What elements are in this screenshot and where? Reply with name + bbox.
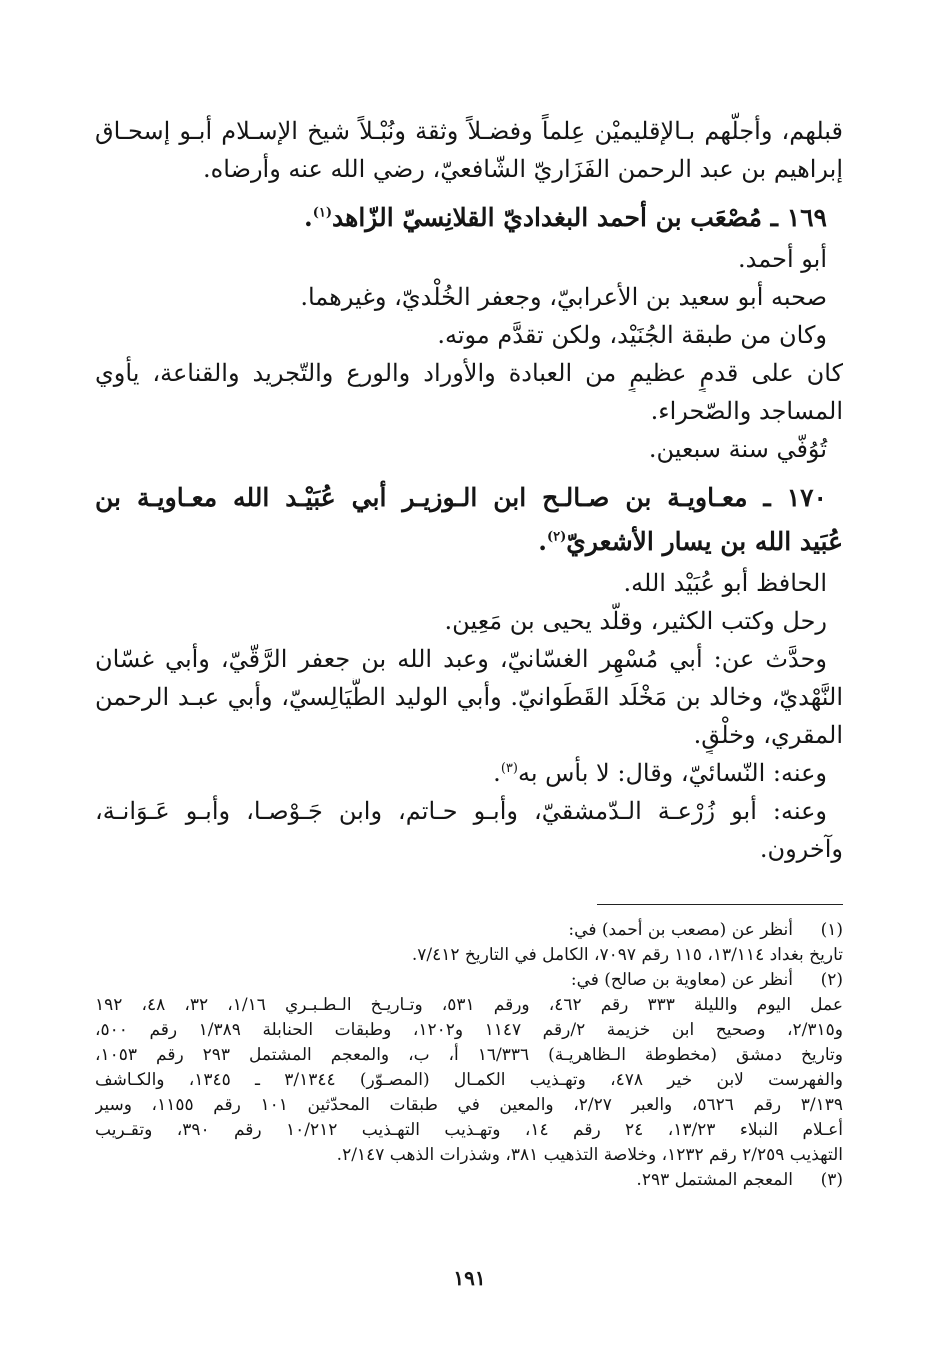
entry-170-nasai (95, 754, 843, 792)
footnote-line: التهذيب ٢/٢٥٩ رقم ١٢٣٢، وخلاصة التذهيب ٣٨١، وشذرات الذهب ٢/١٤٧. (336, 1145, 843, 1165)
entry-170-travel: رحل وكتب الكثير، وقلّد يحيى بن مَعِين. (444, 607, 827, 635)
entry-169-heading-text: ١٦٩ ـ مُصْعَب بن أحمد البغداديّ القلانِسيّ الزّاهد (332, 203, 827, 232)
text-line: إبراهيم بن عبد الرحمن الفَزَاريّ الشّافعيّ، رضي الله عنه وأرضاه. (203, 155, 843, 183)
footnote-number: (١) (820, 920, 843, 940)
entry-170-narrated-end: المقري، وخلْقٍ. (693, 721, 843, 749)
footnote-3 (95, 1168, 843, 1193)
entry-169-heading (95, 196, 843, 240)
entry-170-heading-cont (95, 520, 843, 564)
footnote-line: و٢/٣١٥، وصحيح ابن خزيمة ٢/رقم ١١٤٧ و١٢٠٢، وطبقات الحنابلة ١/٣٨٩ رقم ٥٠٠، (95, 1020, 843, 1040)
entry-170-narrated-cont: النَّهْديّ، وخالد بن مَخْلَد القَطَوانيّ. وأبي الوليد الطَّيَالِسيّ، وأبي عبـد الرحمن (95, 683, 843, 711)
entry-170-students: وعنه: أبو زُرْعـة الـدّمشقيّ، وأبـو حـاتم، وابن جَـوْصـا، وأبـو عَـوَانـة، (95, 797, 827, 825)
page-number: ١٩١ (453, 1266, 486, 1290)
text-line: قبلهم، وأجلّهم بـالإقليميْن عِلماً وفضـلاً وثقة ونُبْـلاً شيخ الإسـلام أبـو إسحـاق (95, 117, 843, 145)
entry-169-virtue-cont: المساجد والصّحراء. (650, 397, 843, 425)
footnote-divider (597, 904, 843, 905)
footnote-line: تاريخ بغداد ١٣/١١٤، ١١٥ رقم ٧٠٩٧، الكامل في التاريخ ٧/٤١٢. (411, 945, 843, 965)
footnote-lead: أنظر عن (مصعب بن أحمد) في: (568, 920, 793, 940)
footnote-ref-1[interactable]: (١) (312, 205, 333, 221)
footnote-line: والفهرست لابن خير ٤٧٨، وتهـذيب الكمـال (المصـوّر) ٣/١٣٤٤ ـ ١٣٤٥، والكـاشف (95, 1070, 843, 1090)
entry-169-death: تُوُفّي سنة سبعين. (648, 435, 827, 463)
entry-170-heading: ١٧٠ ـ معـاويـة بن صـالـح ابن الـوزيـر أبي عُبَيْـد الله معـاويـة بن (95, 483, 827, 512)
footnotes (95, 918, 843, 1193)
heading-end: . (304, 203, 313, 232)
entry-170-title: الحافظ أبو عُبَيْد الله. (623, 569, 827, 597)
footnote-line: ٣/١٣٩ رقم ٥٦٢٦، والعبر ٢/٢٧، والمعين في طبقات المحدّثين ١٠١ رقم ١١٥٥، وسير (95, 1095, 843, 1115)
footnote-line: أعـلام النبلاء ١٣/٢٣، ٢٤ رقم ١٤، وتهـذيب التهـذيب ١٠/٢١٢ رقم ٣٩٠، وتقـريب (95, 1120, 843, 1140)
entry-170-narrated: وحدَّث عن: أبي مُسْهِر الغسّانيّ، وعبد الله بن جعفر الرَّقّيّ، وأبي غسّان (95, 645, 827, 673)
footnote-line: عمل اليوم والليلة ٣٣٣ رقم ٤٦٢، ورقم ٥٣١، وتـاريـخ الـطـبـري ١/١٦، ٣٢، ٤٨، ١٩٢ (95, 995, 843, 1015)
footnote-lead: المعجم المشتمل ٢٩٣. (636, 1170, 793, 1190)
footnote-body (95, 1168, 793, 1193)
entry-169-companions: صحبه أبو سعيد بن الأعرابيّ، وجعفر الخُلْديّ، وغيرهما. (300, 283, 827, 311)
footnote-2 (95, 968, 843, 1168)
footnote-body (95, 918, 843, 968)
footnote-ref-2[interactable]: (٢) (547, 529, 567, 545)
footnote-body (95, 968, 843, 1168)
heading-end: . (538, 527, 547, 556)
footnote-lead: أنظر عن (معاوية بن صالح) في: (570, 970, 793, 990)
footnote-number: (٢) (820, 970, 843, 990)
main-text (95, 112, 843, 868)
footnote-line: وتاريخ دمشق (مخطوطة الـظاهريـة) ١٦/٣٣٦ أ، ب، والمعجم المشتمل ٢٩٣ رقم ١٠٥٣، (95, 1045, 843, 1065)
footnote-ref-3[interactable]: (٣) (500, 761, 518, 776)
entry-170-students-end: وآخرون. (759, 835, 843, 863)
entry-169-kunya: أبو أحمد. (738, 245, 827, 273)
footnote-number: (٣) (820, 1170, 843, 1190)
entry-169-class: وكان من طبقة الجُنَيْد، ولكن تقدَّم موته. (437, 321, 827, 349)
footnote-1 (95, 918, 843, 968)
entry-169-virtue: كان على قدمٍ عظيمٍ من العبادة والأوراد والورع والتّجريد والقناعة، يأوي (95, 359, 843, 387)
entry-170-heading-text: عُبَيد الله بن يسار الأشعريّ (566, 527, 843, 556)
line-end: . (493, 759, 501, 787)
entry-170-nasai-text: وعنه: النّسائيّ، وقال: لا بأس به (517, 759, 827, 787)
